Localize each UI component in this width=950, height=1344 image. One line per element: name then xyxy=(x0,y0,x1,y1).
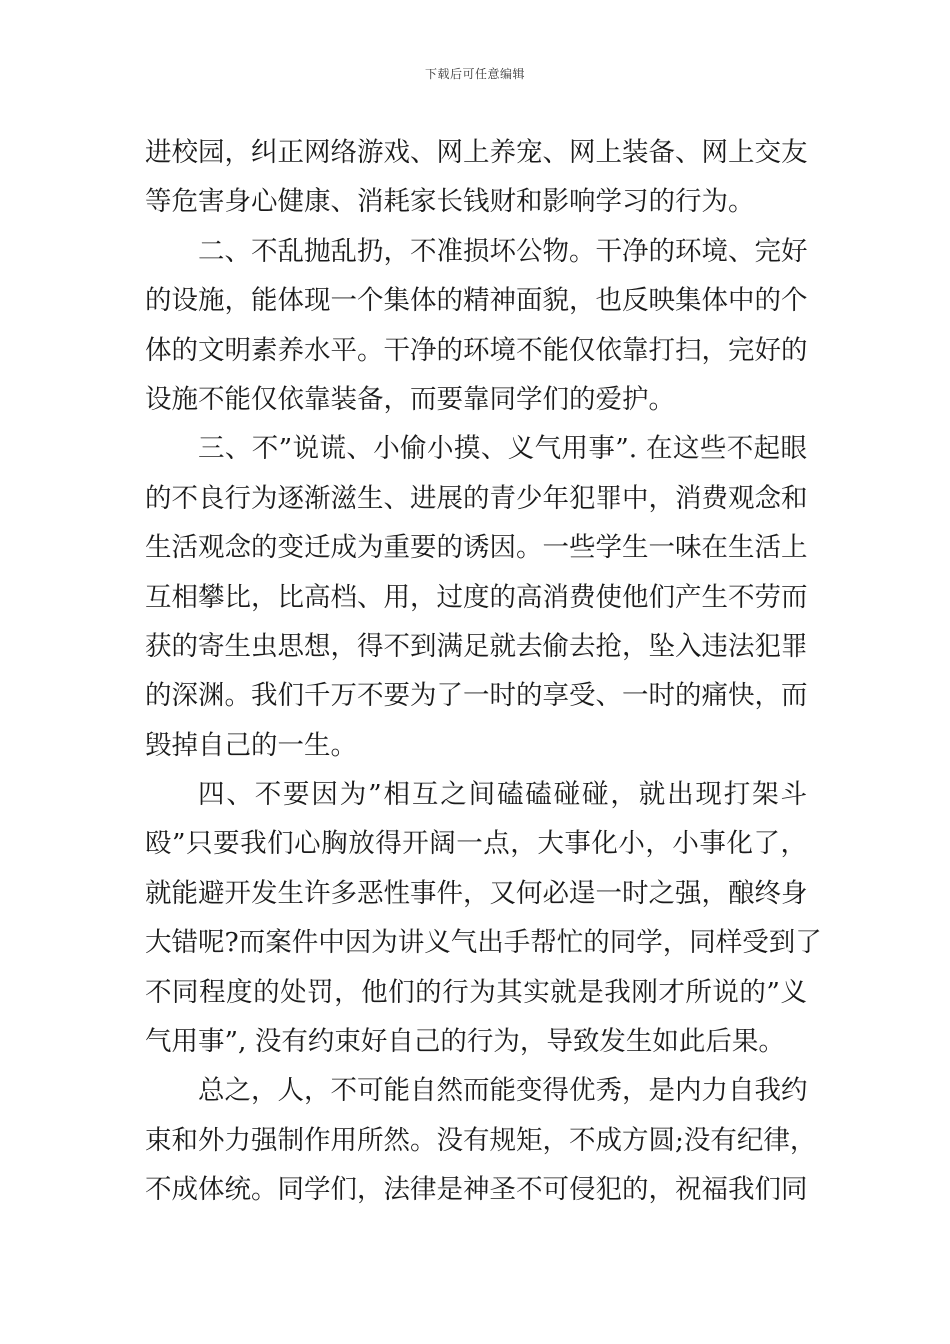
text-line: 四、不要因为”相互之间磕磕碰碰，就出现打架斗 xyxy=(198,779,807,811)
text-line: 设施不能仅依靠装备，而要靠同学们的爱护。 xyxy=(145,383,675,415)
text-line: 互相攀比，比高档、用，过度的高消费使他们产生不劳而 xyxy=(145,581,808,613)
text-line: 体的文明素养水平。干净的环境不能仅依靠打扫，完好的 xyxy=(145,334,808,366)
text-line: 殴”只要我们心胸放得开阔一点，大事化小，小事化了， xyxy=(145,828,807,860)
text-line: 毁掉自己的一生。 xyxy=(145,729,357,761)
text-line: 总之，人，不可能自然而能变得优秀，是内力自我约 xyxy=(198,1075,808,1107)
body-text xyxy=(145,128,822,1215)
text-line: 就能避开发生许多恶性事件，又何必逞一时之强，酿终身 xyxy=(145,877,808,909)
text-line: 三、不”说谎、小偷小摸、义气用事”. 在这些不起眼 xyxy=(198,433,807,465)
header-note: 下载后可任意编辑 xyxy=(424,67,525,81)
text-line: 的设施，能体现一个集体的精神面貌，也反映集体中的个 xyxy=(145,285,808,317)
text-line: 不同程度的处罚，他们的行为其实就是我刚才所说的”义 xyxy=(145,976,807,1008)
text-line: 不成体统。同学们，法律是神圣不可侵犯的，祝福我们同 xyxy=(145,1174,808,1206)
text-line: 获的寄生虫思想，得不到满足就去偷去抢，坠入违法犯罪 xyxy=(145,630,808,662)
text-line: 的不良行为逐渐滋生、进展的青少年犯罪中，消费观念和 xyxy=(145,482,808,514)
text-line: 大错呢?而案件中因为讲义气出手帮忙的同学，同样受到了 xyxy=(145,927,822,959)
text-line: 二、不乱抛乱扔，不准损坏公物。干净的环境、完好 xyxy=(198,235,808,267)
text-line: 进校园，纠正网络游戏、网上养宠、网上装备、网上交友 xyxy=(145,137,808,168)
text-line: 的深渊。我们千万不要为了一时的享受、一时的痛快，而 xyxy=(145,680,808,712)
text-line: 生活观念的变迁成为重要的诱因。一些学生一味在生活上 xyxy=(145,532,808,564)
text-line: 等危害身心健康、消耗家长钱财和影响学习的行为。 xyxy=(145,186,755,218)
text-line: 气用事”, 没有约束好自己的行为，导致发生如此后果。 xyxy=(145,1026,785,1058)
text-line: 束和外力强制作用所然。没有规矩，不成方圆;没有纪律， xyxy=(145,1124,817,1156)
